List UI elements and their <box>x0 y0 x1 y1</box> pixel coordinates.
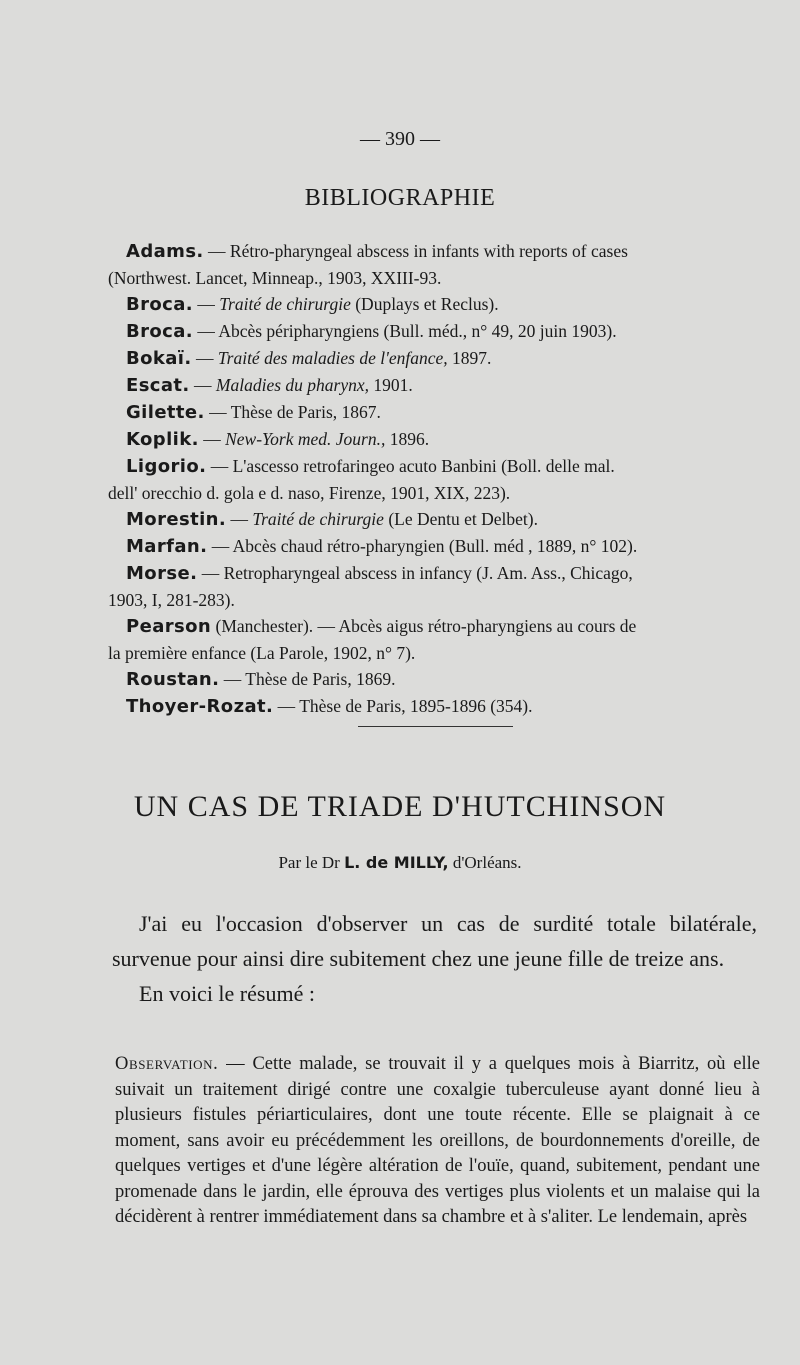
entry-text: (Duplays et Reclus). <box>350 294 499 314</box>
observation-text: — Cette malade, se trouvait il y a quelques mois à Biarritz, où elle suivait un traitement dirigé contre une coxalgie tuberculeuse ayant donné lieu à plusieurs fistules périarticulaires, dont une toute récente. Elle se plaignait à ce moment, sans avoir eu précédemment les oreillons, de bourdonnements d'oreille, de quelques vertiges et d'une légère altération de l'ouïe, quand, subitement, pendant une promenade dans le jardin, elle éprouva des vertiges plus violents et un malaise qui la décidèrent à rentrer immédiatement dans sa chambre et à s'aliter. Le lendemain, après <box>115 1054 760 1227</box>
entry-text: (Le Dentu et Delbet). <box>383 509 538 529</box>
entry-continuation: la première enfance (La Parole, 1902, n° 7). <box>108 643 416 663</box>
entry-continuation: dell' orecchio d. gola e d. naso, Firenze, 1901, XIX, 223). <box>108 483 511 503</box>
entry-author: Adams. <box>126 241 204 262</box>
bibliography-entry: Koplik. — New-York med. Journ., 1896. <box>126 429 430 450</box>
bibliography-entry: Escat. — Maladies du pharynx, 1901. <box>126 375 413 396</box>
bibliography-entry: Bokaï. — Traité des maladies de l'enfance, 1897. <box>126 348 492 369</box>
entry-continuation: (Northwest. Lancet, Minneap., 1903, XXIII-93. <box>108 268 442 288</box>
entry-text: Thèse de Paris, 1867. <box>230 402 381 422</box>
intro-paragraph: En voici le résumé : <box>139 981 315 1006</box>
bibliography-entry: Marfan. — Abcès chaud rétro-pharyngien (Bull. méd , 1889, n° 102). <box>126 536 638 557</box>
bibliography-entry: Morse. — Retropharyngeal abscess in infancy (J. Am. Ass., Chicago, 1903, I, 281-283). <box>108 560 758 613</box>
entry-continuation: 1903, I, 281-283). <box>108 590 235 610</box>
entry-work-title: Maladies du pharynx, <box>215 375 370 395</box>
entry-text: (Manchester). — Abcès aigus rétro-pharyngiens au cours de <box>215 616 637 636</box>
bibliography-entry: Thoyer-Rozat. — Thèse de Paris, 1895-1896 (354). <box>126 696 533 717</box>
entry-author: Roustan. <box>126 669 220 690</box>
entry-work-title: Traité des maladies de l'enfance, <box>217 348 448 368</box>
entry-author: Gilette. <box>126 402 205 423</box>
section-divider <box>358 726 513 727</box>
intro-paragraph: J'ai eu l'occasion d'observer un cas de surdité totale bilatérale, survenue pour ainsi dire subitement chez une jeune fille de treize ans. <box>112 911 757 971</box>
entry-author: Thoyer-Rozat. <box>126 696 274 717</box>
entry-text: Abcès péripharyngiens (Bull. méd., n° 49, 20 juin 1903). <box>218 321 617 341</box>
observation-label: Observation. <box>115 1054 219 1074</box>
article-title: UN CAS DE TRIADE D'HUTCHINSON <box>133 790 667 823</box>
observation-section <box>115 1052 760 1231</box>
bibliography-entry: Broca. — Traité de chirurgie (Duplays et Reclus). <box>126 294 499 315</box>
observation-paragraph <box>115 1052 760 1231</box>
entry-text: L'ascesso retrofaringeo acuto Banbini (Boll. delle mal. <box>232 456 615 476</box>
entry-work-title: Traité de chirurgie <box>252 509 384 529</box>
bibliography-entry: Broca. — Abcès péripharyngiens (Bull. méd., n° 49, 20 juin 1903). <box>126 321 617 342</box>
bibliography-entry: Gilette. — Thèse de Paris, 1867. <box>126 402 381 423</box>
byline-location: d'Orléans. <box>452 853 522 872</box>
entry-text: 1897. <box>447 348 492 368</box>
entry-author: Broca. <box>126 294 194 315</box>
entry-author: Ligorio. <box>126 456 207 477</box>
entry-text: Abcès chaud rétro-pharyngien (Bull. méd , 1889, n° 102). <box>232 536 638 556</box>
entry-author: Morse. <box>126 563 198 584</box>
bibliography-entry <box>108 613 758 666</box>
page-number: — 390 — <box>360 128 440 150</box>
article-byline <box>0 853 800 873</box>
bibliography-entry: Adams. — Rétro-pharyngeal abscess in infants with reports of cases (Northwest. Lancet, Minneap., 1903, XXIII-93. <box>108 238 758 291</box>
byline-prefix: Par le Dr <box>278 853 340 872</box>
bibliography-entry: Ligorio. — L'ascesso retrofaringeo acuto Banbini (Boll. delle mal. dell' orecchio d. gola e d. naso, Firenze, 1901, XIX, 223). <box>108 453 758 506</box>
entry-text: Rétro-pharyngeal abscess in infants with reports of cases <box>229 241 628 261</box>
entry-work-title: Traité de chirurgie <box>219 294 351 314</box>
entry-author: Marfan. <box>126 536 208 557</box>
entry-text: Thèse de Paris, 1869. <box>245 669 396 689</box>
entry-author: Pearson <box>126 616 212 637</box>
entry-text: Thèse de Paris, 1895-1896 (354). <box>299 696 533 716</box>
entry-author: Escat. <box>126 375 190 396</box>
entry-author: Morestin. <box>126 509 227 530</box>
entry-author: Broca. <box>126 321 194 342</box>
bibliography-list <box>108 238 758 720</box>
article-intro <box>112 906 757 1011</box>
bibliography-entry: Roustan. — Thèse de Paris, 1869. <box>126 669 396 690</box>
entry-work-title: New-York med. Journ., <box>225 429 386 449</box>
entry-author: Koplik. <box>126 429 199 450</box>
entry-text: 1896. <box>385 429 430 449</box>
entry-text: Retropharyngeal abscess in infancy (J. Am. Ass., Chicago, <box>223 563 633 583</box>
bibliography-entry: Morestin. — Traité de chirurgie (Le Dentu et Delbet). <box>126 509 538 530</box>
entry-text: 1901. <box>369 375 413 395</box>
entry-author: Bokaï. <box>126 348 192 369</box>
bibliography-title: BIBLIOGRAPHIE <box>304 185 496 211</box>
author-name: L. de MILLY, <box>344 853 449 872</box>
